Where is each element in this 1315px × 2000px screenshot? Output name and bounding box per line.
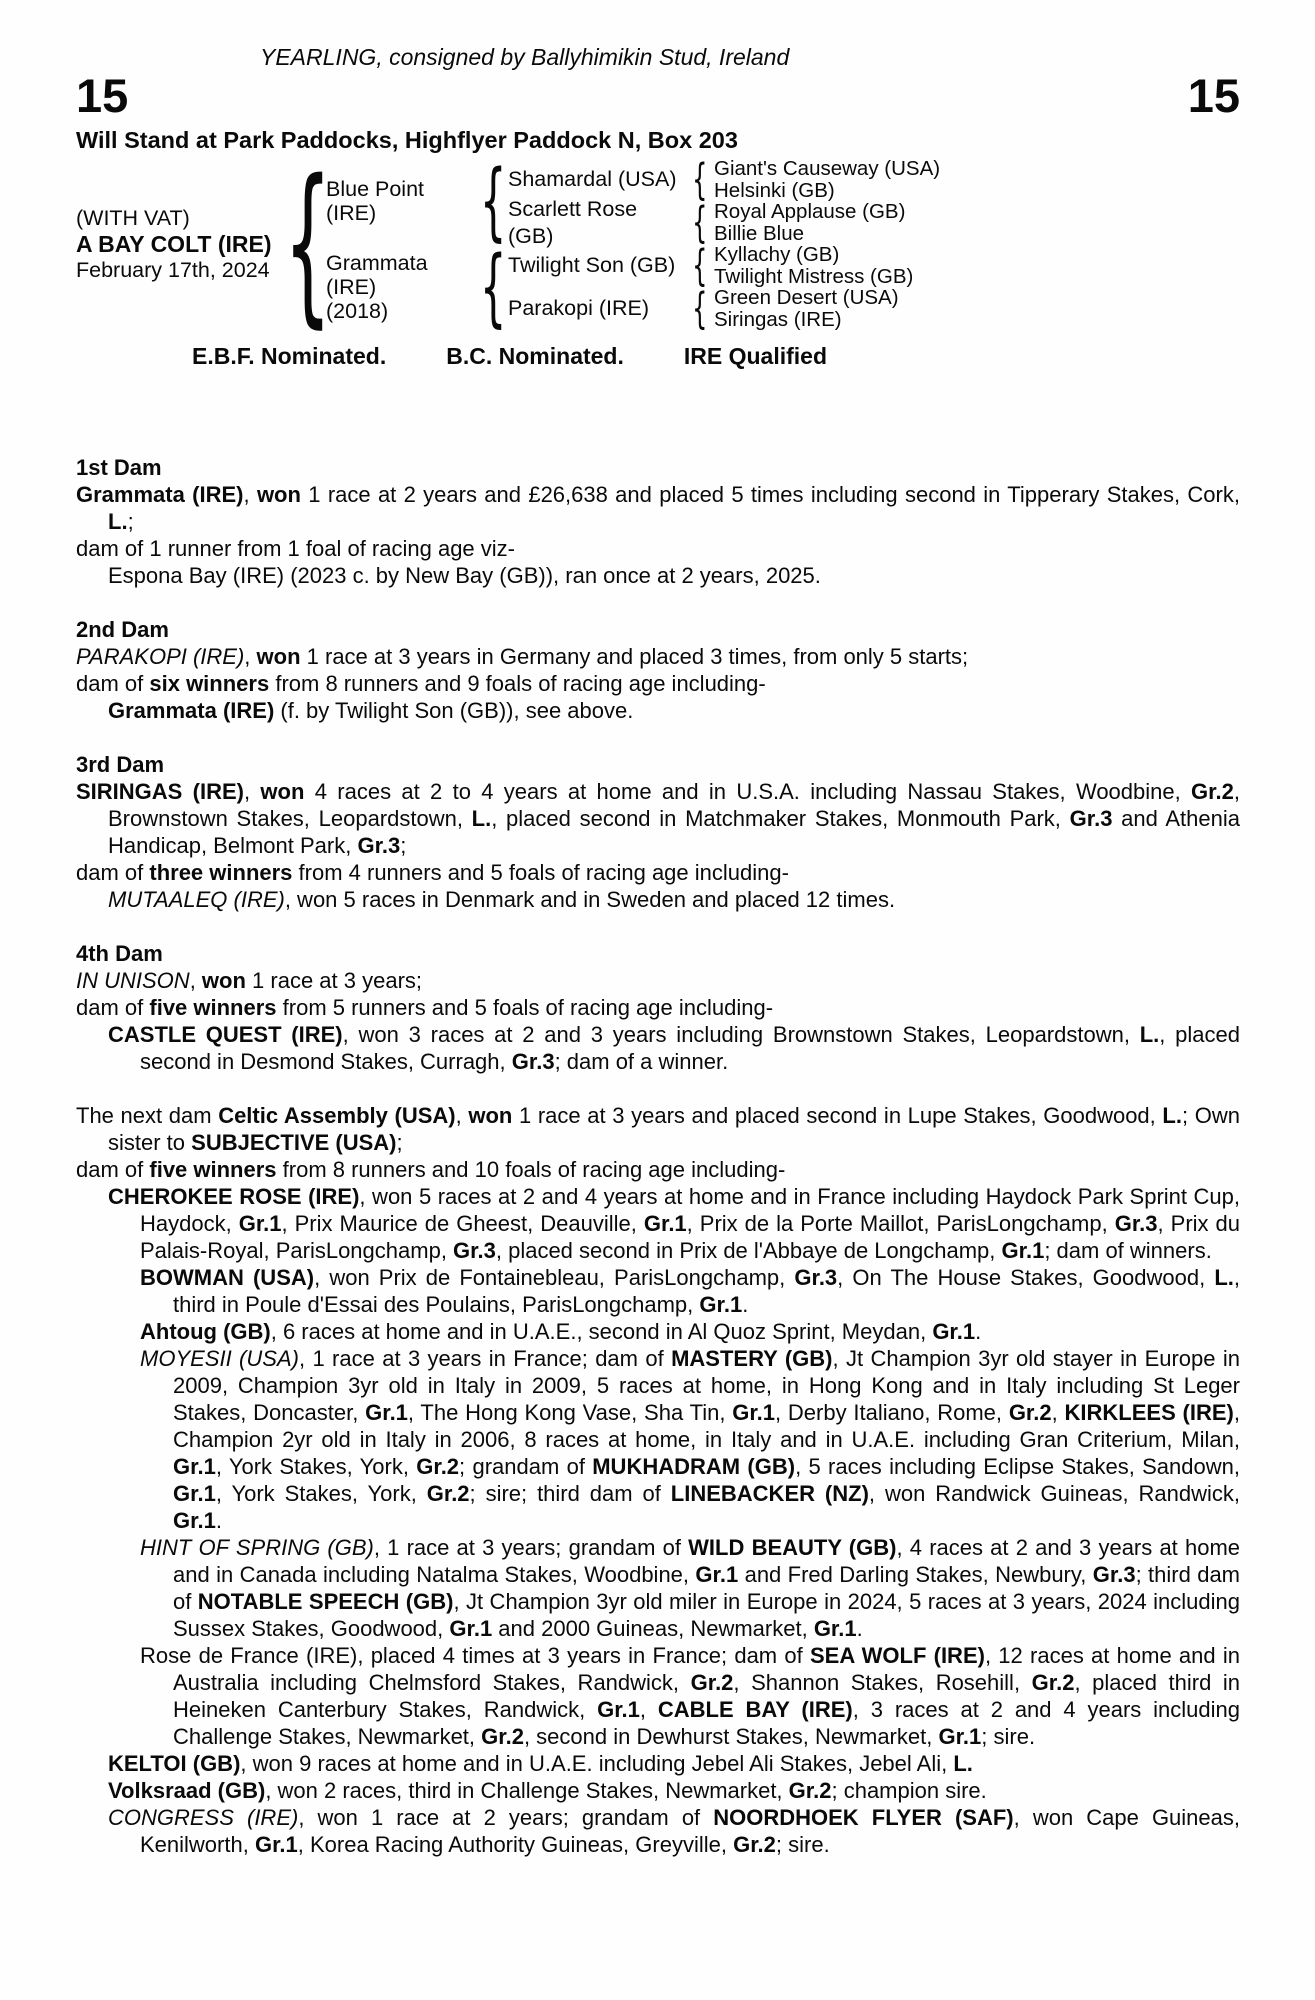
dam-dam-name: Parakopi (IRE) [508, 296, 649, 320]
pedigree-paragraph: CONGRESS (IRE), won 1 race at 2 years; grandam of NOORDHOEK FLYER (SAF), won Cape Guineas, Kenilworth, Gr.1, Korea Racing Authority Guineas, Greyville, Gr.2; sire. [108, 1805, 1240, 1857]
pedigree-paragraph: Grammata (IRE) (f. by Twilight Son (GB)), see above. [108, 698, 634, 723]
sire-dam-dam-name: Billie Blue [714, 221, 805, 245]
pedigree-paragraph: CHEROKEE ROSE (IRE), won 5 races at 2 and 4 years at home and in France including Haydock Park Sprint Cup, Haydock, Gr.1, Prix Maurice de Gheest, Deauville, Gr.1, Prix de la Porte Maillot, ParisLongchamp, Gr.3, Prix du Palais-Royal, ParisLongchamp, Gr.3, placed second in Prix de l'Abbaye de Longchamp, Gr.1; dam of winners. [108, 1184, 1240, 1263]
lot-number-left: 15 [76, 69, 129, 122]
pedigree-paragraph: BOWMAN (USA), won Prix de Fontainebleau, ParisLongchamp, Gr.3, On The House Stakes, Goodwood, L., third in Poule d'Essai des Poulains, ParisLongchamp, Gr.1. [140, 1265, 1240, 1317]
lot-number-right: 15 [1187, 69, 1240, 122]
sire-name: Blue Point (IRE) [326, 177, 425, 225]
pedigree-brace-icon [686, 160, 714, 200]
stand-location-line: Will Stand at Park Paddocks, Highflyer Paddock N, Box 203 [76, 127, 738, 153]
nominations-row [0, 343, 1315, 370]
dam-section [76, 454, 1240, 589]
consignor-line: YEARLING, consigned by Ballyhimikin Stud, Ireland [260, 44, 790, 70]
dam-heading: 2nd Dam [76, 617, 169, 642]
sire-sire-name: Shamardal (USA) [508, 167, 677, 191]
dam-branch [326, 244, 940, 330]
pedigree-paragraph: PARAKOPI (IRE), won 1 race at 3 years in Germany and placed 3 times, from only 5 starts; [76, 644, 969, 669]
subject-name: A BAY COLT (IRE) [76, 231, 272, 257]
pedigree-paragraph: KELTOI (GB), won 9 races at home and in U.A.E. including Jebel Ali Stakes, Jebel Ali, L. [108, 1751, 973, 1776]
sire-sire-dam-name: Helsinki (GB) [714, 178, 835, 202]
pedigree-brace-icon [686, 289, 714, 329]
sire-branch [326, 157, 941, 248]
lot-number-row [0, 69, 1315, 122]
nomination-ire-qualified: IRE Qualified [683, 343, 828, 369]
sire-granddam-family [508, 196, 940, 248]
pedigree-table [76, 158, 1315, 330]
dam-sections [0, 454, 1315, 1898]
pedigree-brace-icon [290, 169, 326, 319]
subject-block [76, 205, 290, 283]
pedigree-paragraph: CASTLE QUEST (IRE), won 3 races at 2 and 3 years including Brownstown Stakes, Leopardstown, L., placed second in Desmond Stakes, Curragh, Gr.3; dam of a winner. [108, 1022, 1240, 1074]
dam-name: Grammata (IRE) [326, 251, 428, 299]
dam-grandsire-family [508, 244, 913, 287]
sire-dam-sire-name: Royal Applause (GB) [714, 200, 906, 223]
dam-dam-sire-name: Green Desert (USA) [714, 286, 899, 309]
pedigree-brace-icon [478, 249, 508, 325]
pedigree-paragraph: Espona Bay (IRE) (2023 c. by New Bay (GB)), ran once at 2 years, 2025. [108, 563, 821, 588]
dam-sire-dam-name: Twilight Mistress (GB) [714, 264, 914, 288]
pedigree-paragraph: dam of 1 runner from 1 foal of racing age viz- [76, 536, 515, 561]
dam-year: (2018) [326, 299, 389, 323]
nomination-bc: B.C. Nominated. [446, 343, 624, 369]
dam-heading: 4th Dam [76, 941, 163, 966]
dam-sire-name: Twilight Son (GB) [508, 253, 676, 277]
dam-dam-dam-name: Siringas (IRE) [714, 307, 842, 331]
dam-heading: 1st Dam [76, 455, 162, 480]
dam-name-block [326, 251, 478, 323]
pedigree-brace-icon [686, 203, 714, 243]
pedigree-paragraph: dam of five winners from 8 runners and 10 foals of racing age including- [76, 1157, 786, 1182]
pedigree-paragraph: MOYESII (USA), 1 race at 3 years in France; dam of MASTERY (GB), Jt Champion 3yr old stayer in Europe in 2009, Champion 3yr old in Italy in 2009, 5 races at home, in Hong Kong and in Italy including St Leger Stakes, Doncaster, Gr.1, The Hong Kong Vase, Sha Tin, Gr.1, Derby Italiano, Rome, Gr.2, KIRKLEES (IRE), Champion 2yr old in Italy in 2006, 8 races at home, in Italy and in U.A.E. including Gran Criterium, Milan, Gr.1, York Stakes, York, Gr.2; grandam of MUKHADRAM (GB), 5 races including Eclipse Stakes, Sandown, Gr.1, York Stakes, York, Gr.2; sire; third dam of LINEBACKER (NZ), won Randwick Guineas, Randwick, Gr.1. [140, 1346, 1241, 1533]
pedigree-paragraph: dam of three winners from 4 runners and 5 foals of racing age including- [76, 860, 789, 885]
pedigree-paragraph: MUTAALEQ (IRE), won 5 races in Denmark and in Sweden and placed 12 times. [108, 887, 896, 912]
pedigree-paragraph: SIRINGAS (IRE), won 4 races at 2 to 4 years at home and in U.S.A. including Nassau Stakes, Woodbine, Gr.2, Brownstown Stakes, Leopardstown, L., placed second in Matchmaker Stakes, Monmouth Park, Gr.3 and Athenia Handicap, Belmont Park, Gr.3; [76, 779, 1240, 858]
sire-dam-name: Scarlett Rose (GB) [508, 196, 638, 248]
pedigree-paragraph: IN UNISON, won 1 race at 3 years; [76, 968, 423, 993]
dam-granddam-family [508, 287, 913, 330]
vat-note: (WITH VAT) [76, 206, 190, 230]
dam-section [76, 616, 1240, 724]
subject-foal-date: February 17th, 2024 [76, 258, 270, 282]
nomination-ebf: E.B.F. Nominated. [192, 343, 387, 369]
pedigree-brace-icon [478, 163, 508, 239]
sire-sire-sire-name: Giant's Causeway (USA) [714, 157, 941, 180]
dam-heading: 3rd Dam [76, 752, 165, 777]
pedigree-paragraph: Volksraad (GB), won 2 races, third in Challenge Stakes, Newmarket, Gr.2; champion sire. [108, 1778, 987, 1803]
pedigree-paragraph: Rose de France (IRE), placed 4 times at 3 years in France; dam of SEA WOLF (IRE), 12 races at home and in Australia including Chelmsford Stakes, Randwick, Gr.2, Shannon Stakes, Rosehill, Gr.2, placed third in Heineken Canterbury Stakes, Randwick, Gr.1, CABLE BAY (IRE), 3 races at 2 and 4 years including Challenge Stakes, Newmarket, Gr.2, second in Dewhurst Stakes, Newmarket, Gr.1; sire. [140, 1643, 1241, 1749]
pedigree-paragraph: Ahtoug (GB), 6 races at home and in U.A.E., second in Al Quoz Sprint, Meydan, Gr.1. [140, 1319, 982, 1344]
pedigree-paragraph: HINT OF SPRING (GB), 1 race at 3 years; grandam of WILD BEAUTY (GB), 4 races at 2 and 3 years at home and in Canada including Natalma Stakes, Woodbine, Gr.1 and Fred Darling Stakes, Newbury, Gr.3; third dam of NOTABLE SPEECH (GB), Jt Champion 3yr old miler in Europe in 2024, 5 races at 3 years, 2024 including Sussex Stakes, Goodwood, Gr.1 and 2000 Guineas, Newmarket, Gr.1. [140, 1535, 1241, 1641]
dam-section [76, 940, 1240, 1075]
pedigree-paragraph: dam of six winners from 8 runners and 9 foals of racing age including- [76, 671, 766, 696]
pedigree-generations [326, 158, 940, 330]
dam-sire-sire-name: Kyllachy (GB) [714, 243, 840, 266]
pedigree-paragraph: The next dam Celtic Assembly (USA), won 1 race at 3 years and placed second in Lupe Stakes, Goodwood, L.; Own sister to SUBJECTIVE (USA); [76, 1103, 1240, 1155]
pedigree-paragraph: dam of five winners from 5 runners and 5 foals of racing age including- [76, 995, 774, 1020]
dam-section [76, 751, 1240, 913]
pedigree-paragraph: Grammata (IRE), won 1 race at 2 years and £26,638 and placed 5 times including second in Tipperary Stakes, Cork, L.; [76, 482, 1240, 534]
dam-section [76, 1102, 1240, 1858]
pedigree-brace-icon [686, 246, 714, 286]
